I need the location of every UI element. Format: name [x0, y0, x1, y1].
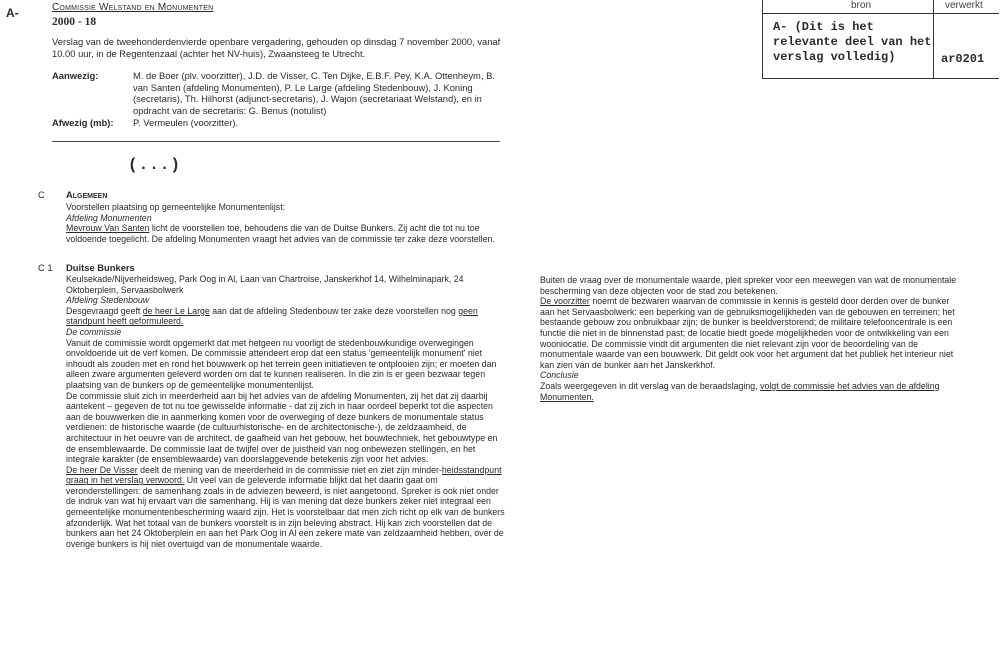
section-number: C 1: [38, 262, 53, 273]
document-number: 2000 - 18: [52, 16, 97, 28]
paragraph-text: Uit veel van de geleverde informatie blijkt dat het daarin gaat om veronderstellingen: de samenhang zoals in de adviezen beweerd, is niet aangetoond. Spreker is ook niet onder de indruk van wat hij ervaart van die samenhang. Hij is van mening dat deze bunkers zeker niet integraal een gemeentelijke monumentenbescherming waard zijn. Het is voorstelbaar dat men zich richt op elk van de bunkers afzonderlijk. Wat het totaal van de bunkers voorstelt is in zijn beleving abstract. Hij kan zich voorstellen dat de bunkers aan het 24 Oktoberplein en aan het Park Oog in Al een zekere mate van zeldzaamheid hebben, over de overige bunkers is hij niet overtuigd van de monumentale waarde.: [66, 475, 505, 549]
underlined-text: geen standpunt heeft geformuleerd.: [66, 305, 478, 327]
speaker-name: De heer De Visser: [66, 464, 138, 475]
subheading-stedenbouw: Afdeling Stedenbouw: [66, 295, 150, 306]
underlined-text: heidsstandpunt graag in het verslag verwoord.: [66, 464, 502, 486]
absent-list: P. Vermeulen (voorzitter).: [133, 117, 239, 128]
paragraph-text: deelt de mening van de meerderheid in de commissie niet en ziet zijn minder-: [137, 464, 442, 475]
stamp-code: ar0201: [941, 52, 985, 66]
header-divider: [52, 141, 500, 142]
conclusion-paragraph: [540, 381, 960, 402]
address-line: Keulsekade/Nijverheidsweg, Park Oog in Al, Laan van Chartroise, Janskerkhof 14, Wilhelminapark, 24 Oktoberplein, Servaasbolwerk: [66, 274, 464, 295]
present-list: M. de Boer (plv. voorzitter), J.D. de Visser, C. Ten Dijke, E.B.F. Pey, K.A. Ottenheym, B. van Santen (afdeling Monumenten), P. Le Large (afdeling Stedenbouw), J. Koning (secretaris), Th. Hilhorst (adjunct-secretaris), J. Wajon (secretariaat Welstand), en in opdracht van de secretaris: G. Benus (notulist): [133, 70, 495, 116]
absent-label: Afwezig (mb):: [52, 117, 114, 128]
paragraph-text: noemt de bezwaren waarvan de commissie in kennis is gesteld door derden over de bunker aan het Servaasbolwerk: een beperking van de gebruiksmogelijkheden van de gebouwen en terreinen; het bestaande gebouw zou onbruikbaar zijn; de bunker is beeldverstorend; de militaire telefooncentrale is een functie die niet in de binnenstad past; de locatie biedt goede mogelijkheden voor de ontwikkeling van een wooniocatie. De commissie vindt dit argumenten die niet relevant zijn voor de beoordeling van de monumentale waarde van een bouwwerk. Dit geldt ook voor het argument dat het publiek het interieur niet kan zien van de bunker aan het Janskerkhof.: [540, 296, 955, 370]
section-letter: C: [38, 189, 45, 200]
right-column: [540, 275, 960, 402]
paragraph-chairman: [540, 296, 960, 370]
meeting-intro: Verslag van de tweehonderdenvierde openbare vergadering, gehouden op dinsdag 7 november 2000, vanaf 10.00 uur, in de Regentenzaal (achter het NV-huis), Zwaansteeg te Utrecht.: [52, 36, 501, 59]
paragraph-text: Desgevraagd geeft: [66, 305, 143, 316]
section-title-bunkers: Duitse Bunkers: [66, 262, 135, 273]
paragraph-le-large: [66, 306, 506, 327]
section-c-body: [66, 202, 502, 244]
paragraph-commission-remarks: Vanuit de commissie wordt opgemerkt dat met hetgeen nu voorligt de stedenbouwkundige overwegingen onvoldoende uit de verf komen. De commissie attendeert erop dat een status 'gemeentelijk monument' niet inhoudt als zouden met en rond het bouwwerk op het terrein geen initiatieven te ontplooien zijn; er moeten dan alleen zware argumenten geleverd worden om dat te kunnen realiseren. In die zin is er geen bezwaar tegen plaatsing van de bunkers op de gemeentelijke monumentenlijst.: [66, 337, 497, 390]
speaker-name: Mevrouw Van Santen: [66, 223, 150, 234]
speaker-name: de heer Le Large: [142, 305, 210, 316]
conclusion-heading: Conclusie: [540, 370, 579, 381]
paragraph-text: aan dat de afdeling Stedenbouw ter zake deze voorstellen nog: [209, 305, 459, 316]
paragraph-text: licht de voorstellen toe, behoudens die van de Duitse Bunkers. Zij acht die tot nu toe voldoende toegelicht. De afdeling Monumenten vraagt het advies van de commissie ter zake deze voorstellen.: [66, 223, 495, 244]
section-title: Algemeen: [66, 189, 108, 200]
underlined-text: volgt de commissie het advies van de afdeling Monumenten.: [540, 380, 940, 402]
paragraph-city-significance: Buiten de vraag over de monumentale waarde, pleit spreker voor een meewegen van wat de monumentale bescherming van deze objecten voor de stad zou betekenen.: [540, 275, 957, 296]
present-label: Aanwezig:: [52, 70, 99, 81]
subheading-commissie: De commissie: [66, 326, 122, 337]
section-c-paragraph: [66, 223, 502, 244]
stamp-processed-label: verwerkt: [945, 0, 983, 11]
commission-title: Commissie Welstand en Monumenten: [52, 2, 214, 13]
section-c-subheading: Afdeling Monumenten: [66, 212, 152, 223]
speaker-name: De voorzitter: [540, 296, 590, 307]
margin-marker: A-: [6, 6, 19, 20]
stamp-note: A- (Dit is het relevante deel van het verslag volledig): [773, 20, 932, 64]
section-c-line: Voorstellen plaatsing op gemeentelijke Monumentenlijst:: [66, 202, 286, 212]
paragraph-majority: De commissie sluit zich in meerderheid aan bij het advies van de afdeling Monumenten, zij het dat zij daarbij aantekent – gegeven de tot nu toe gewisselde informatie - dat zij zich in haar oordeel beperkt tot die aspecten aan de bouwwerken die in aanmerking komen voor de overweging of deze bunkers de monumentale status verdienen: de historische waarde (de cultuurhistorische- en de architectonische-), de zeldzaamheid, de architectuur in het oeuvre van de architect, de gaafheid van het gebouw, het bouwtechniek, het gebouwtype en de ensemblewaarde. De commissie laat de twijfel over de juistheid van nog onbewezen stellingen, en het integrale karakter (de ensemblewaarde) van doorslaggevende betekenis zijn voor het advies.: [66, 390, 498, 465]
paragraph-de-visser: [66, 465, 506, 550]
omission-marker: (...): [128, 156, 182, 174]
archive-stamp: [762, 0, 999, 79]
stamp-source-label: bron: [851, 0, 872, 11]
section-c1-body: [66, 274, 506, 549]
paragraph-text: Zoals weergegeven in dit verslag van de beraadslaging,: [540, 380, 761, 391]
